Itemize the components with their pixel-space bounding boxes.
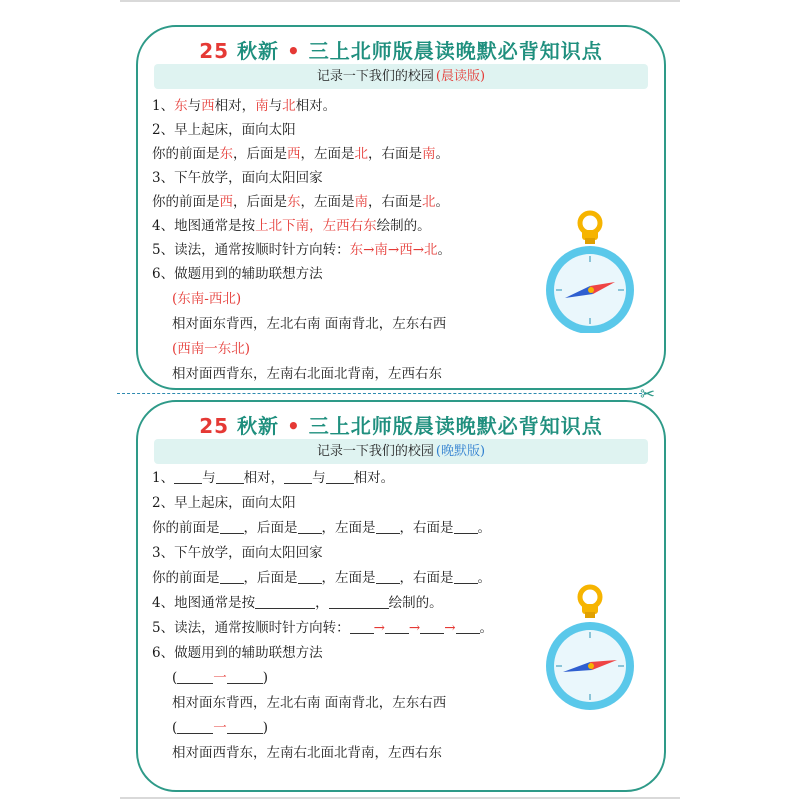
fill-blank[interactable] (216, 469, 244, 484)
subtitle: 记录一下我们的校园 (316, 69, 434, 84)
line-9: ( 一 ) (172, 670, 269, 686)
title-main: 三上北师版晨读晚默必背知识点 (308, 39, 603, 63)
fill-blank[interactable] (329, 594, 389, 609)
fill-blank[interactable] (174, 469, 202, 484)
subtitle: 记录一下我们的校园 (316, 444, 434, 459)
line-2: 2、早上起床，面向太阳 (152, 122, 296, 138)
line-1: 1、 与 相对， 与 相对。 (152, 470, 395, 486)
fill-blank[interactable] (376, 519, 400, 534)
fill-blank[interactable] (284, 469, 312, 484)
line-3: 你的前面是东，后面是西，左面是北，右面是南。 (152, 146, 449, 162)
line-5: 你的前面是 ，后面是 ，左面是 ，右面是 。 (152, 570, 491, 586)
card-title (138, 410, 664, 439)
fill-blank[interactable] (298, 569, 322, 584)
fill-blank[interactable] (376, 569, 400, 584)
line-7: 5、读法，通常按顺时针方向转： → → → 。 (152, 620, 494, 636)
fill-blank[interactable] (255, 594, 315, 609)
fill-blank[interactable] (227, 719, 263, 734)
page-bottom-edge (120, 797, 680, 799)
subtitle-bar (154, 439, 648, 464)
line-8: 6、做题用到的辅助联想方法 (152, 266, 323, 282)
line-2: 2、早上起床，面向太阳 (152, 495, 296, 511)
compass-icon (535, 208, 645, 333)
line-11: (西南一东北) (172, 341, 251, 357)
fill-blank[interactable] (385, 619, 409, 634)
fill-blank[interactable] (326, 469, 354, 484)
title-number: 25 (199, 39, 230, 63)
fill-blank[interactable] (177, 719, 213, 734)
fill-blank[interactable] (220, 519, 244, 534)
subtitle-bar (154, 64, 648, 89)
edition-label: (晨读版) (435, 69, 486, 84)
line-8: 6、做题用到的辅助联想方法 (152, 645, 323, 661)
line-5: 你的前面是西，后面是东，左面是南，右面是北。 (152, 194, 449, 210)
edition-label: (晚默版) (435, 444, 486, 459)
fill-blank[interactable] (454, 569, 478, 584)
line-9: (东南-西北) (172, 291, 242, 307)
title-number: 25 (199, 414, 230, 438)
compass-icon (535, 582, 645, 712)
fill-blank[interactable] (298, 519, 322, 534)
line-12: 相对面西背东，左南右北面北背南，左西右东 (172, 745, 442, 761)
fill-blank[interactable] (177, 669, 213, 684)
fill-blank[interactable] (220, 569, 244, 584)
fill-blank[interactable] (454, 519, 478, 534)
line-12: 相对面西背东，左南右北面北背南，左西右东 (172, 366, 442, 382)
page-top-edge (120, 0, 680, 2)
line-6: 4、地图通常是按上北下南，左西右东绘制的。 (152, 218, 431, 234)
fill-blank[interactable] (350, 619, 374, 634)
line-10: 相对面东背西，左北右南 面南背北，左东右西 (172, 695, 447, 711)
title-main: 三上北师版晨读晚默必背知识点 (308, 414, 603, 438)
title-prefix: 秋新 (237, 39, 280, 63)
scissors-icon: ✂ (640, 384, 656, 405)
title-prefix: 秋新 (237, 414, 280, 438)
title-dot: • (287, 414, 301, 438)
fill-blank[interactable] (227, 669, 263, 684)
fill-blank[interactable] (420, 619, 444, 634)
line-3: 你的前面是 ，后面是 ，左面是 ，右面是 。 (152, 520, 491, 536)
line-4: 3、下午放学，面向太阳回家 (152, 545, 323, 561)
card-title (138, 35, 664, 64)
line-10: 相对面东背西，左北右南 面南背北，左东右西 (172, 316, 447, 332)
line-6: 4、地图通常是按 ， 绘制的。 (152, 595, 443, 611)
line-1: 1、东与西相对，南与北相对。 (152, 98, 337, 114)
line-4: 3、下午放学，面向太阳回家 (152, 170, 323, 186)
title-dot: • (287, 39, 301, 63)
line-11: ( 一 ) (172, 720, 269, 736)
cut-line (117, 393, 647, 394)
line-7: 5、读法，通常按顺时针方向转：东→南→西→北。 (152, 242, 452, 258)
fill-blank[interactable] (456, 619, 480, 634)
